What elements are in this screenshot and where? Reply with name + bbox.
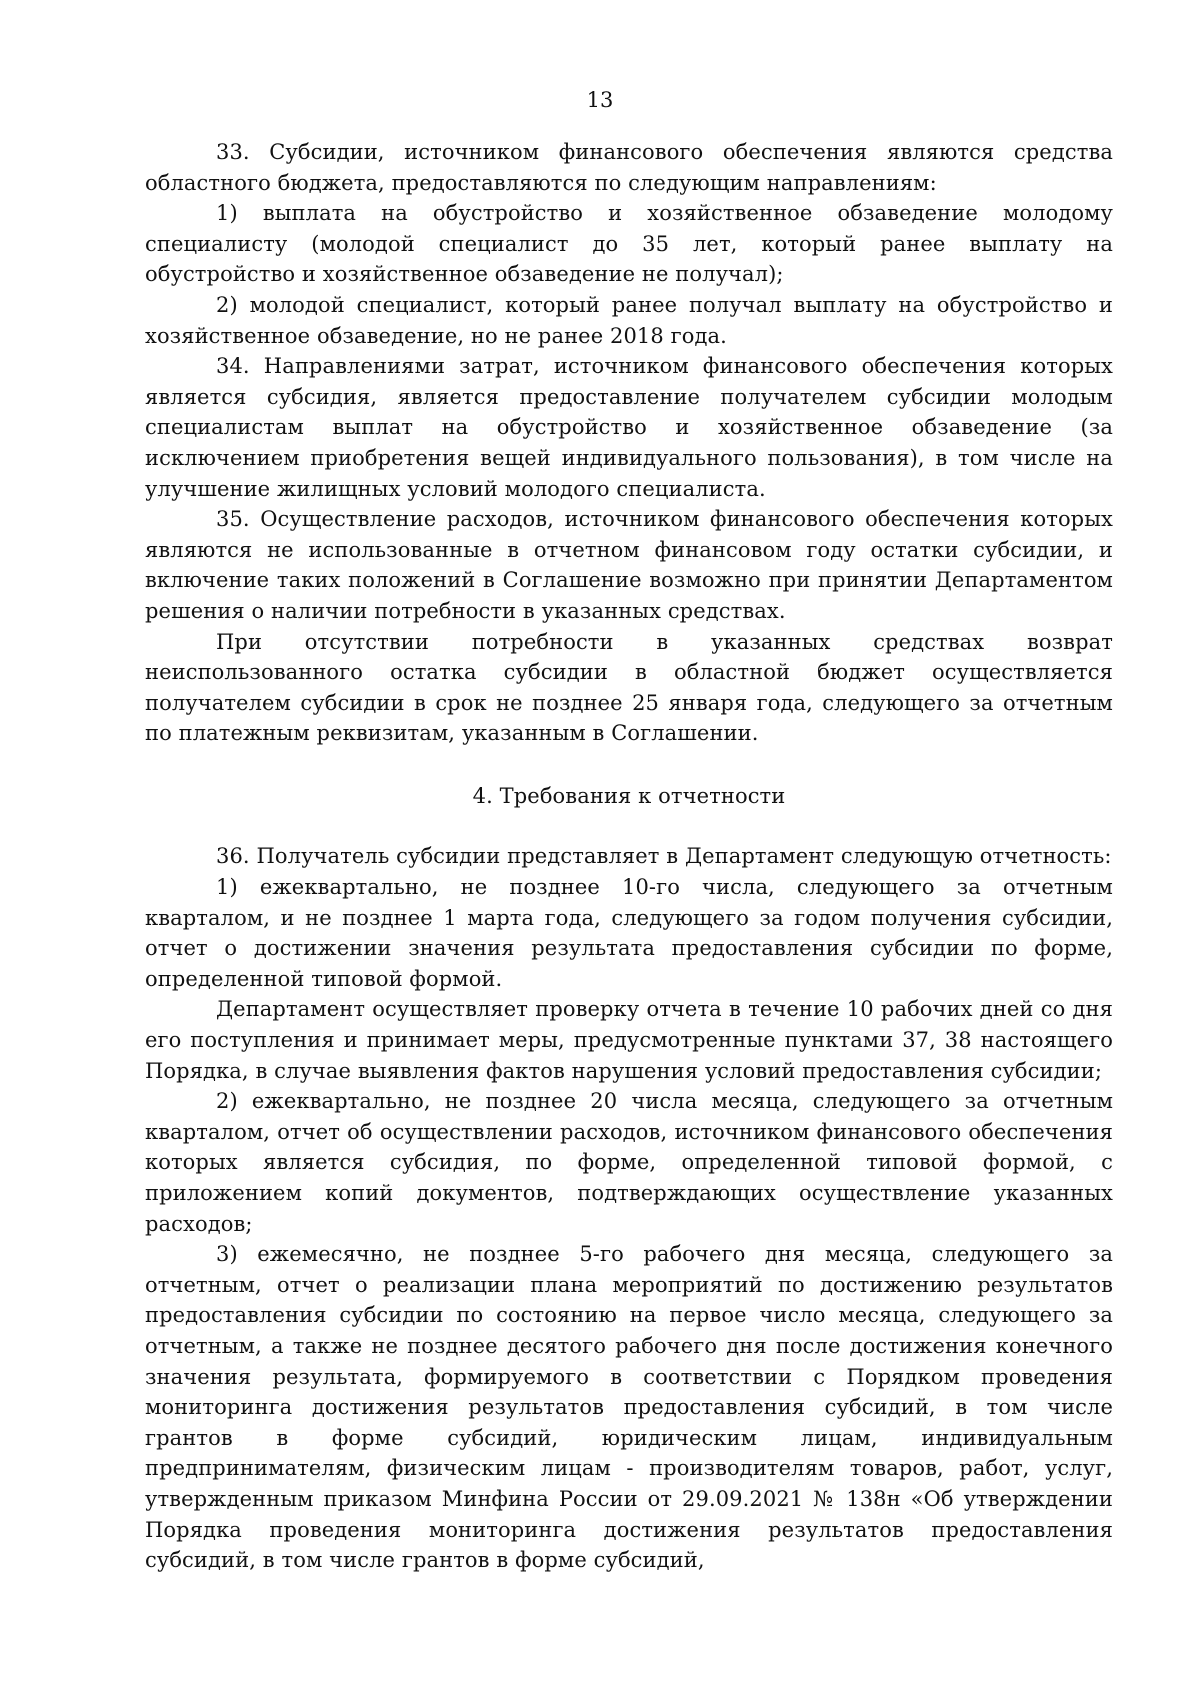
document-body (145, 137, 1113, 1576)
paragraph-33-item-1: 1) выплата на обустройство и хозяйственное обзаведение молодому специалисту (молодой специалист до 35 лет, который ранее выплату на обустройство и хозяйственное обзаведение не получал); (145, 201, 1113, 287)
paragraph-35-return: При отсутствии потребности в указанных средствах возврат неиспользованного остатка субсидии в областной бюджет осуществляется получателем субсидии в срок не позднее 25 января года, следующего за отчетным по платежным реквизитам, указанным в Соглашении. (145, 629, 1113, 746)
paragraph-33: 33. Субсидии, источником финансового обеспечения являются средства областного бюджета, предоставляются по следующим направлениям: (145, 140, 1113, 195)
paragraph-36-check: Департамент осуществляет проверку отчета в течение 10 рабочих дней со дня его поступления и принимает меры, предусмотренные пунктами 37, 38 настоящего Порядка, в случае выявления фактов нарушения условий предоставления субсидии; (145, 997, 1113, 1083)
paragraph-36-item-1: 1) ежеквартально, не позднее 10-го числа, следующего за отчетным кварталом, и не позднее 1 марта года, следующего за годом получения субсидии, отчет о достижении значения результата предоставления субсидии по форме, определенной типовой формой. (145, 875, 1113, 991)
paragraph-36-item-2: 2) ежеквартально, не позднее 20 числа месяца, следующего за отчетным кварталом, отчет об осуществлении расходов, источником финансового обеспечения которых является субсидия, по форме, определенной типовой формой, с приложением копий документов, подтверждающих осуществление указанных расходов; (145, 1089, 1113, 1236)
paragraph-36: 36. Получатель субсидии представляет в Департамент следующую отчетность: (216, 844, 1112, 869)
section-heading: 4. Требования к отчетности (472, 783, 786, 808)
paragraph-33-item-2: 2) молодой специалист, который ранее получал выплату на обустройство и хозяйственное обзаведение, но не ранее 2018 года. (145, 292, 1113, 348)
paragraph-35: 35. Осуществление расходов, источником финансового обеспечения которых являются не использованные в отчетном финансовом году остатки субсидии, и включение таких положений в Соглашение возможно при принятии Департаментом решения о наличии потребности в указанных средствах. (145, 507, 1113, 623)
page-number: 13 (586, 88, 614, 112)
paragraph-36-item-3: 3) ежемесячно, не позднее 5-го рабочего дня месяца, следующего за отчетным, отчет о реализации плана мероприятий по достижению результатов предоставления субсидии по состоянию на первое число месяца, следующего за отчетным, а также не позднее десятого рабочего дня после достижения конечного значения результата, формируемого в соответствии с Порядком проведения мониторинга достижения результатов предоставления субсидий, в том числе грантов в форме субсидий, юридическим лицам, индивидуальным предпринимателям, физическим лицам - производителям товаров, работ, услуг, утвержденным приказом Минфина России от 29.09.2021 № 138н «Об утверждении Порядка проведения мониторинга достижения результатов предоставления субсидий, в том числе грантов в форме субсидий, (145, 1242, 1113, 1573)
paragraph-34: 34. Направлениями затрат, источником финансового обеспечения которых является субсидия, является предоставление получателем субсидии молодым специалистам выплат на обустройство и хозяйственное обзаведение (за исключением приобретения вещей индивидуального пользования), в том числе на улучшение жилищных условий молодого специалиста. (145, 354, 1113, 501)
